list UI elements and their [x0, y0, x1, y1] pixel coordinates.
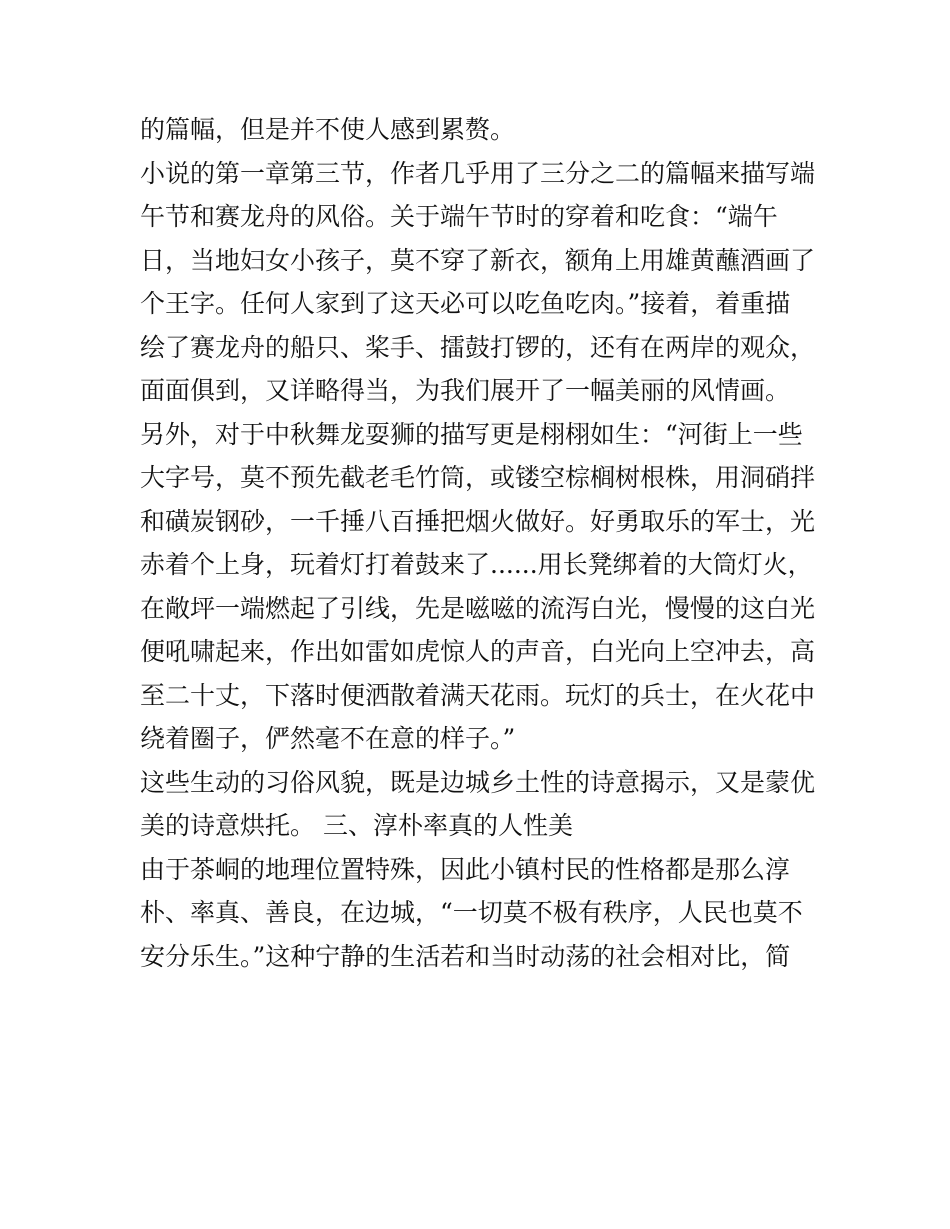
text-line: 美的诗意烘托。 三、淳朴率真的人性美 [140, 811, 573, 840]
text-line: 大字号，莫不预先截老毛竹筒，或镂空棕榈树根株，用洞硝拌 [140, 463, 816, 492]
text-line: 和磺炭钢砂，一千捶八百捶把烟火做好。好勇取乐的军士，光 [140, 506, 816, 536]
text-line: 朴、率真、善良，在边城，“一切莫不极有秩序，人民也莫不 [140, 898, 803, 927]
text-line: 至二十丈，下落时便洒散着满天花雨。玩灯的兵士，在火花中 [140, 680, 816, 710]
text-line: 安分乐生。”这种宁静的生活若和当时动荡的社会相对比，简 [140, 941, 791, 971]
text-line: 另外，对于中秋舞龙耍狮的描写更是栩栩如生：“河街上一些 [140, 419, 803, 449]
text-line: 面面俱到，又详略得当，为我们展开了一幅美丽的风情画。 [140, 376, 791, 405]
text-line: 赤着个上身，玩着灯打着鼓来了......用长凳绑着的大筒灯火， [140, 550, 813, 579]
text-line: 绕着圈子，俨然毫不在意的样子。” [140, 724, 516, 753]
text-line: 个王字。任何人家到了这天必可以吃鱼吃肉。”接着，着重描 [140, 289, 791, 318]
text-line: 由于茶峒的地理位置特殊，因此小镇村民的性格都是那么淳 [140, 854, 791, 884]
text-line: 午节和赛龙舟的风俗。关于端午节时的穿着和吃食：“端午 [140, 202, 778, 231]
text-line: 在敞坪一端燃起了引线，先是嗞嗞的流泻白光，慢慢的这白光 [140, 593, 816, 623]
body-text [140, 108, 830, 978]
text-line: 便吼啸起来，作出如雷如虎惊人的声音，白光向上空冲去，高 [140, 637, 816, 666]
text-line: 这些生动的习俗风貌，既是边城乡土性的诗意揭示，又是蒙优 [140, 767, 816, 797]
text-line: 的篇幅，但是并不使人感到累赘。 [140, 115, 516, 144]
text-line: 绘了赛龙舟的船只、桨手、擂鼓打锣的，还有在两岸的观众， [140, 332, 816, 362]
text-line: 小说的第一章第三节，作者几乎用了三分之二的篇幅来描写端 [140, 158, 816, 188]
text-line: 日，当地妇女小孩子，莫不穿了新衣，额角上用雄黄蘸酒画了 [140, 245, 816, 275]
